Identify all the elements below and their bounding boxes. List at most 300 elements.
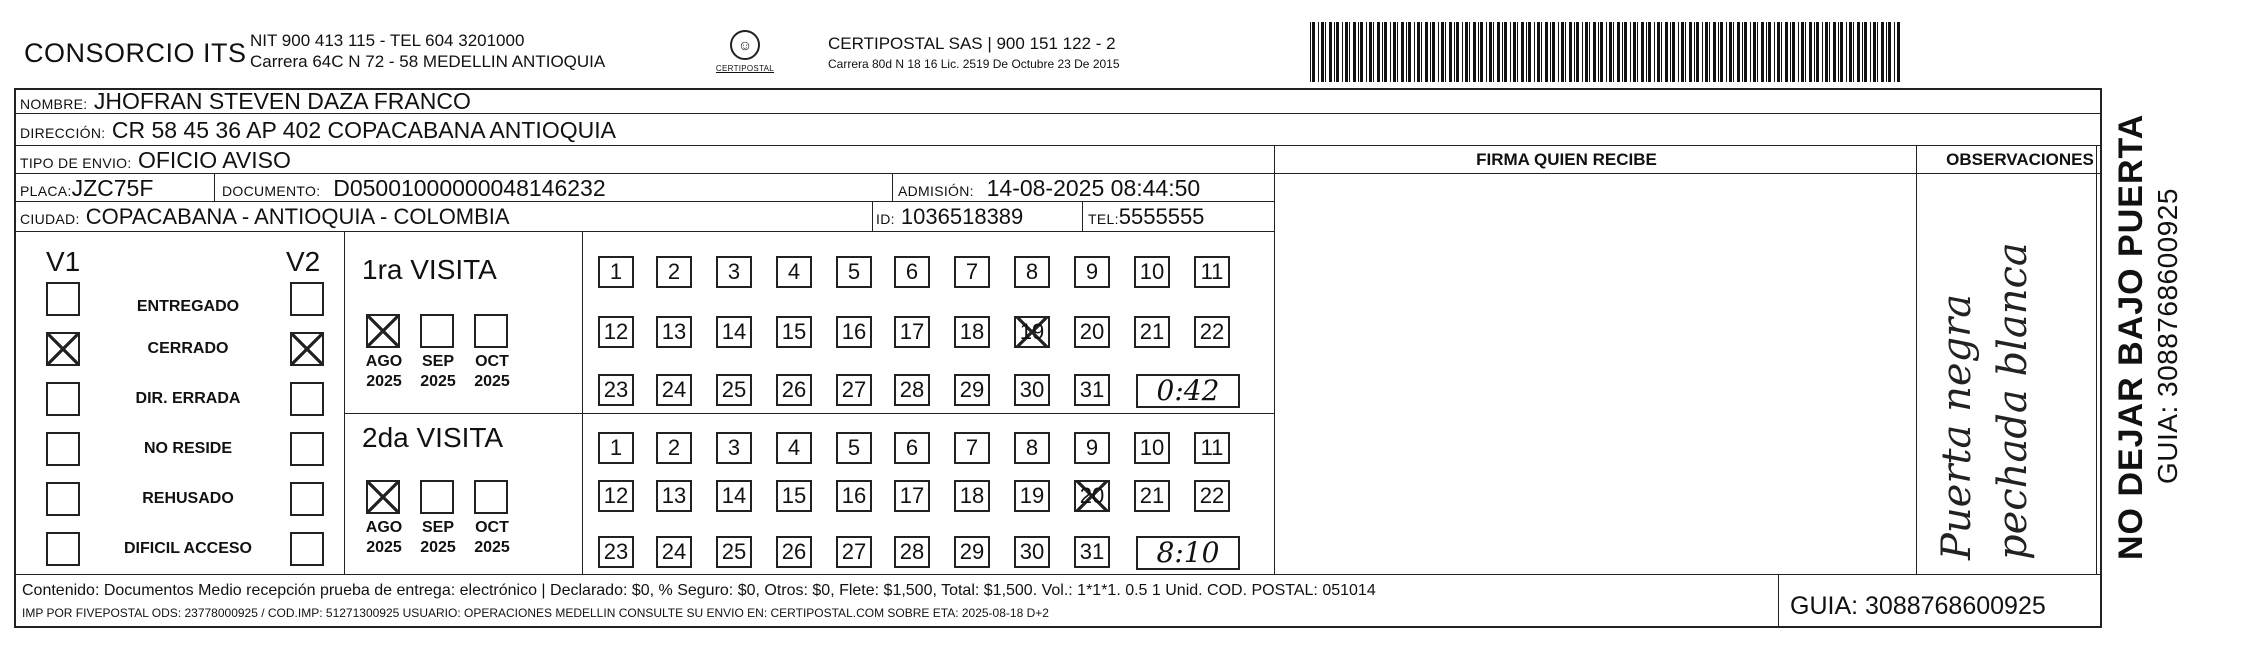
- recipient-name: JHOFRAN STEVEN DAZA FRANCO: [93, 88, 471, 114]
- day-box: 21: [1134, 316, 1170, 348]
- barcode-bar: [1757, 22, 1758, 82]
- barcode-bar: [1558, 22, 1559, 82]
- barcode: [1310, 22, 1902, 82]
- address-label: DIRECCIÓN:: [20, 125, 106, 141]
- barcode-bar: [1449, 22, 1452, 82]
- plate-value: JZC75F: [71, 175, 154, 201]
- day-box: 26: [776, 536, 812, 568]
- barcode-bar: [1648, 22, 1651, 82]
- day-box: 28: [894, 374, 930, 406]
- observations-left-divider: [1916, 146, 1917, 574]
- visit-time-box: 8:10: [1136, 536, 1240, 570]
- barcode-bar: [1325, 22, 1326, 82]
- status-reason-label: ENTREGADO: [136, 298, 240, 315]
- type-row: [14, 146, 2102, 174]
- tel-divider: [1082, 202, 1083, 232]
- barcode-bar: [1657, 22, 1660, 82]
- barcode-bar: [1833, 22, 1836, 82]
- month-name: AGO: [365, 519, 403, 536]
- barcode-bar: [1513, 22, 1516, 82]
- day-box: 30: [1014, 536, 1050, 568]
- name-row: [14, 88, 2102, 114]
- month-year: 2025: [474, 373, 510, 390]
- barcode-bar: [1469, 22, 1470, 82]
- barcode-bar: [1552, 22, 1555, 82]
- plate-divider: [214, 174, 215, 202]
- v1-checkbox: [46, 282, 80, 316]
- day-box: 9: [1074, 256, 1110, 288]
- month-name: SEP: [421, 519, 454, 536]
- day-box: 11: [1194, 256, 1230, 288]
- barcode-bar: [1862, 22, 1863, 82]
- barcode-bar: [1713, 22, 1716, 82]
- month-checkbox: [420, 480, 454, 514]
- day-box: 25: [716, 536, 752, 568]
- barcode-bar: [1349, 22, 1350, 82]
- barcode-bar: [1846, 22, 1847, 82]
- barcode-bar: [1526, 22, 1527, 82]
- document-label: DOCUMENTO:: [222, 183, 321, 199]
- admission-label: ADMISIÓN:: [898, 183, 974, 199]
- no-under-door-warning: NO DEJAR BAJO PUERTA: [2112, 113, 2150, 560]
- v1-checkbox: [46, 382, 80, 416]
- barcode-bar: [1593, 22, 1596, 82]
- day-box: 31: [1074, 536, 1110, 568]
- barcode-bar: [1726, 22, 1727, 82]
- day-box: 17: [894, 316, 930, 348]
- day-box: 16: [836, 316, 872, 348]
- barcode-bar: [1366, 22, 1367, 82]
- day-box: 13: [656, 480, 692, 512]
- day-box: 6: [894, 256, 930, 288]
- visit1-title: 1ra VISITA: [362, 254, 497, 285]
- certipostal-license: Carrera 80d N 18 16 Lic. 2519 De Octubre 23 De 2015: [828, 57, 1120, 71]
- observation-note-line2: pechada blanca: [1990, 242, 2036, 560]
- barcode-bar: [1702, 22, 1703, 82]
- barcode-bar: [1822, 22, 1823, 82]
- barcode-bar: [1310, 22, 1311, 82]
- day-box: 23: [598, 374, 634, 406]
- certipostal-logo: [712, 30, 778, 92]
- v1-checkbox: [46, 482, 80, 516]
- barcode-bar: [1840, 22, 1843, 82]
- v1-header: V1: [46, 246, 81, 277]
- v2-checkbox: [290, 532, 324, 566]
- barcode-bar: [1718, 22, 1719, 82]
- id-value: 1036518389: [900, 204, 1024, 229]
- barcode-bar: [1857, 22, 1860, 82]
- barcode-bar: [1408, 22, 1411, 82]
- barcode-bar: [1774, 22, 1775, 82]
- barcode-bar: [1473, 22, 1476, 82]
- day-box: 27: [836, 536, 872, 568]
- footer-divider: [1778, 574, 1779, 628]
- side-guia: GUIA: 3088768600925: [2152, 188, 2183, 484]
- barcode-bar: [1654, 22, 1655, 82]
- month-checkbox: [420, 314, 454, 348]
- barcode-bar: [1430, 22, 1431, 82]
- barcode-bar: [1613, 22, 1614, 82]
- visit-time-box: 0:42: [1136, 374, 1240, 408]
- name-label: NOMBRE:: [20, 96, 88, 112]
- barcode-bar: [1401, 22, 1404, 82]
- barcode-bar: [1441, 22, 1444, 82]
- barcode-bar: [1369, 22, 1372, 82]
- tel-label: TEL:: [1088, 211, 1119, 227]
- day-box: 20: [1074, 316, 1110, 348]
- barcode-bar: [1425, 22, 1428, 82]
- barcode-bar: [1792, 22, 1795, 82]
- plate-label: PLACA:: [20, 183, 72, 199]
- month-name: OCT: [475, 519, 509, 536]
- barcode-bar: [1681, 22, 1684, 82]
- barcode-bar: [1517, 22, 1518, 82]
- barcode-bar: [1585, 22, 1588, 82]
- barcode-bar: [1637, 22, 1638, 82]
- barcode-bar: [1454, 22, 1455, 82]
- barcode-bar: [1768, 22, 1771, 82]
- barcode-bar: [1321, 22, 1324, 82]
- month-checkbox: [366, 314, 400, 348]
- barcode-bar: [1462, 22, 1463, 82]
- barcode-bar: [1528, 22, 1531, 82]
- barcode-bar: [1853, 22, 1854, 82]
- barcode-bar: [1670, 22, 1671, 82]
- day-box: 1: [598, 256, 634, 288]
- day-box: 14: [716, 480, 752, 512]
- barcode-bar: [1849, 22, 1852, 82]
- month-label: [464, 352, 520, 392]
- id-label: ID:: [876, 211, 895, 227]
- barcode-bar: [1504, 22, 1507, 82]
- barcode-bar: [1510, 22, 1511, 82]
- month-name: AGO: [365, 353, 403, 370]
- day-box: 9: [1074, 432, 1110, 464]
- month-checkbox: [474, 314, 508, 348]
- barcode-bar: [1785, 22, 1788, 82]
- barcode-bar: [1864, 22, 1867, 82]
- barcode-bar: [1384, 22, 1387, 82]
- barcode-bar: [1561, 22, 1564, 82]
- v2-checkbox: [290, 382, 324, 416]
- barcode-bar: [1414, 22, 1415, 82]
- barcode-bar: [1486, 22, 1487, 82]
- barcode-bar: [1886, 22, 1887, 82]
- barcode-bar: [1406, 22, 1407, 82]
- barcode-bar: [1672, 22, 1675, 82]
- day-box: 15: [776, 480, 812, 512]
- barcode-bar: [1345, 22, 1348, 82]
- barcode-bar: [1729, 22, 1732, 82]
- logo-icon: ☺: [730, 30, 760, 60]
- barcode-bar: [1336, 22, 1339, 82]
- barcode-bar: [1421, 22, 1422, 82]
- tel-value: 5555555: [1118, 204, 1205, 229]
- v2-checkbox: [290, 282, 324, 316]
- barcode-bar: [1390, 22, 1391, 82]
- month-year: 2025: [474, 539, 510, 556]
- day-box: 3: [716, 432, 752, 464]
- barcode-bar: [1689, 22, 1692, 82]
- day-box: 18: [954, 480, 990, 512]
- barcode-bar: [1318, 22, 1319, 82]
- day-box: 19: [1014, 480, 1050, 512]
- city-label: CIUDAD:: [20, 211, 80, 227]
- footer-top-line: [14, 574, 2102, 575]
- barcode-bar: [1502, 22, 1503, 82]
- barcode-bar: [1550, 22, 1551, 82]
- barcode-bar: [1373, 22, 1374, 82]
- barcode-bar: [1432, 22, 1435, 82]
- barcode-bar: [1633, 22, 1636, 82]
- barcode-bar: [1456, 22, 1459, 82]
- month-label: [410, 518, 466, 558]
- barcode-bar: [1478, 22, 1479, 82]
- day-box: 11: [1194, 432, 1230, 464]
- barcode-bar: [1617, 22, 1620, 82]
- v2-checkbox: [290, 332, 324, 366]
- month-year: 2025: [366, 373, 402, 390]
- status-reason-label: CERRADO: [147, 340, 229, 357]
- signature-left-divider: [1274, 146, 1275, 574]
- certipostal-info: [828, 33, 1120, 75]
- barcode-bar: [1358, 22, 1359, 82]
- admission-divider: [892, 174, 893, 202]
- barcode-bar: [1641, 22, 1644, 82]
- barcode-bar: [1733, 22, 1734, 82]
- barcode-bar: [1598, 22, 1599, 82]
- barcode-bar: [1576, 22, 1579, 82]
- day-box: 29: [954, 374, 990, 406]
- barcode-bar: [1750, 22, 1751, 82]
- barcode-bar: [1589, 22, 1590, 82]
- month-label: [356, 518, 412, 558]
- day-box: 24: [656, 536, 692, 568]
- barcode-bar: [1897, 22, 1900, 82]
- barcode-bar: [1814, 22, 1815, 82]
- barcode-bar: [1805, 22, 1806, 82]
- v1-checkbox: [46, 532, 80, 566]
- document-value: D05001000000048146232: [333, 175, 606, 201]
- barcode-bar: [1744, 22, 1747, 82]
- address-row: [14, 114, 2102, 146]
- visit-divider: [344, 413, 1274, 414]
- footer-content-line: Contenido: Documentos Medio recepción prueba de entrega: electrónico | Declarado: $0, % Seguro: $0, Otros: $0, Flete: $1,500, Total: $1,500. Vol.: 1*1*1. 0.5 1 Unid. COD. POSTAL: 051014: [22, 582, 1376, 599]
- barcode-bar: [1694, 22, 1695, 82]
- barcode-bar: [1888, 22, 1891, 82]
- month-label: [464, 518, 520, 558]
- barcode-bar: [1521, 22, 1524, 82]
- barcode-bar: [1537, 22, 1540, 82]
- day-box: 20: [1074, 480, 1110, 512]
- day-box: 15: [776, 316, 812, 348]
- barcode-bar: [1877, 22, 1878, 82]
- barcode-bar: [1630, 22, 1631, 82]
- barcode-bar: [1894, 22, 1895, 82]
- recipient-address: CR 58 45 36 AP 402 COPACABANA ANTIOQUIA: [111, 117, 616, 143]
- status-reason-label: DIFICIL ACCESO: [123, 540, 252, 557]
- barcode-bar: [1870, 22, 1871, 82]
- barcode-bar: [1545, 22, 1548, 82]
- status-divider: [344, 232, 345, 574]
- barcode-bar: [1342, 22, 1343, 82]
- month-label: [356, 352, 412, 392]
- barcode-bar: [1377, 22, 1380, 82]
- barcode-bar: [1646, 22, 1647, 82]
- month-year: 2025: [420, 539, 456, 556]
- company-name: CONSORCIO ITS: [24, 38, 247, 68]
- day-box: 18: [954, 316, 990, 348]
- status-reason-label: NO RESIDE: [143, 440, 232, 457]
- status-reason-label: REHUSADO: [142, 490, 234, 507]
- logo-label: CERTIPOSTAL: [715, 64, 775, 73]
- day-box: 12: [598, 480, 634, 512]
- barcode-bar: [1737, 22, 1740, 82]
- day-box: 6: [894, 432, 930, 464]
- day-box: 7: [954, 256, 990, 288]
- certipostal-line: CERTIPOSTAL SAS | 900 151 122 - 2: [828, 34, 1116, 53]
- day-box: 27: [836, 374, 872, 406]
- barcode-bar: [1838, 22, 1839, 82]
- barcode-bar: [1360, 22, 1363, 82]
- city-value: COPACABANA - ANTIOQUIA - COLOMBIA: [85, 204, 510, 229]
- day-box: 17: [894, 480, 930, 512]
- footer-print-line: IMP POR FIVEPOSTAL ODS: 23778000925 / COD.IMP: 51271300925 USUARIO: OPERACIONES MEDELLIN CONSULTE SU ENVIO EN: CERTIPOSTAL.COM SOBRE ETA: 2025-08-18 D+2: [22, 606, 1049, 620]
- day-box: 19: [1014, 316, 1050, 348]
- day-box: 10: [1134, 432, 1170, 464]
- day-box: 25: [716, 374, 752, 406]
- month-checkbox: [474, 480, 508, 514]
- observations-right-divider: [2096, 146, 2097, 574]
- day-box: 23: [598, 536, 634, 568]
- day-box: 3: [716, 256, 752, 288]
- barcode-bar: [1480, 22, 1483, 82]
- barcode-bar: [1609, 22, 1612, 82]
- barcode-bar: [1329, 22, 1332, 82]
- barcode-bar: [1801, 22, 1804, 82]
- barcode-bar: [1829, 22, 1830, 82]
- day-box: 29: [954, 536, 990, 568]
- day-box: 16: [836, 480, 872, 512]
- plate-row: [14, 174, 1274, 202]
- barcode-bar: [1624, 22, 1627, 82]
- barcode-bar: [1606, 22, 1607, 82]
- barcode-bar: [1541, 22, 1542, 82]
- v1-checkbox: [46, 432, 80, 466]
- barcode-bar: [1825, 22, 1828, 82]
- barcode-bar: [1661, 22, 1662, 82]
- barcode-bar: [1761, 22, 1764, 82]
- day-box: 21: [1134, 480, 1170, 512]
- v1-checkbox: [46, 332, 80, 366]
- observations-header: OBSERVACIONES: [1946, 150, 2094, 169]
- type-label: TIPO DE ENVIO:: [20, 155, 132, 171]
- day-box: 24: [656, 374, 692, 406]
- day-box: 13: [656, 316, 692, 348]
- day-box: 7: [954, 432, 990, 464]
- visit2-title: 2da VISITA: [362, 422, 504, 453]
- months-divider: [582, 232, 583, 574]
- barcode-bar: [1334, 22, 1335, 82]
- barcode-bar: [1809, 22, 1812, 82]
- barcode-bar: [1742, 22, 1743, 82]
- barcode-bar: [1417, 22, 1420, 82]
- barcode-bar: [1720, 22, 1723, 82]
- day-box: 8: [1014, 432, 1050, 464]
- day-box: 4: [776, 256, 812, 288]
- barcode-bar: [1382, 22, 1383, 82]
- footer-guia: GUIA: 3088768600925: [1790, 592, 2046, 620]
- city-row: [14, 202, 1274, 232]
- barcode-bar: [1312, 22, 1315, 82]
- id-divider: [872, 202, 873, 232]
- month-name: SEP: [421, 353, 454, 370]
- day-box: 5: [836, 432, 872, 464]
- day-box: 4: [776, 432, 812, 464]
- barcode-bar: [1753, 22, 1756, 82]
- day-box: 10: [1134, 256, 1170, 288]
- barcode-bar: [1574, 22, 1575, 82]
- barcode-bar: [1622, 22, 1623, 82]
- day-box: 14: [716, 316, 752, 348]
- signature-header: FIRMA QUIEN RECIBE: [1476, 150, 1657, 169]
- barcode-bar: [1534, 22, 1535, 82]
- barcode-bar: [1705, 22, 1708, 82]
- barcode-bar: [1438, 22, 1439, 82]
- v2-checkbox: [290, 482, 324, 516]
- barcode-bar: [1873, 22, 1876, 82]
- month-name: OCT: [475, 353, 509, 370]
- company-info: [250, 30, 605, 72]
- day-box: 8: [1014, 256, 1050, 288]
- month-year: 2025: [420, 373, 456, 390]
- barcode-bar: [1781, 22, 1782, 82]
- barcode-bar: [1582, 22, 1583, 82]
- observation-note-line1: Puerta negra: [1934, 293, 1980, 560]
- barcode-bar: [1445, 22, 1446, 82]
- barcode-bar: [1678, 22, 1679, 82]
- month-label: [410, 352, 466, 392]
- barcode-bar: [1798, 22, 1799, 82]
- day-box: 28: [894, 536, 930, 568]
- barcode-bar: [1393, 22, 1396, 82]
- barcode-bar: [1881, 22, 1884, 82]
- month-year: 2025: [366, 539, 402, 556]
- barcode-bar: [1397, 22, 1398, 82]
- barcode-bar: [1685, 22, 1686, 82]
- barcode-bar: [1665, 22, 1668, 82]
- barcode-bar: [1790, 22, 1791, 82]
- barcode-bar: [1696, 22, 1699, 82]
- barcode-bar: [1569, 22, 1572, 82]
- barcode-bar: [1777, 22, 1780, 82]
- day-box: 22: [1194, 316, 1230, 348]
- barcode-bar: [1489, 22, 1492, 82]
- day-box: 2: [656, 432, 692, 464]
- day-box: 1: [598, 432, 634, 464]
- barcode-bar: [1465, 22, 1468, 82]
- barcode-bar: [1493, 22, 1494, 82]
- barcode-bar: [1565, 22, 1566, 82]
- v2-header: V2: [286, 246, 321, 277]
- status-reason-label: DIR. ERRADA: [135, 390, 241, 407]
- month-checkbox: [366, 480, 400, 514]
- day-box: 12: [598, 316, 634, 348]
- barcode-bar: [1709, 22, 1710, 82]
- company-address: Carrera 64C N 72 - 58 MEDELLIN ANTIOQUIA: [250, 52, 606, 71]
- day-box: 30: [1014, 374, 1050, 406]
- day-box: 31: [1074, 374, 1110, 406]
